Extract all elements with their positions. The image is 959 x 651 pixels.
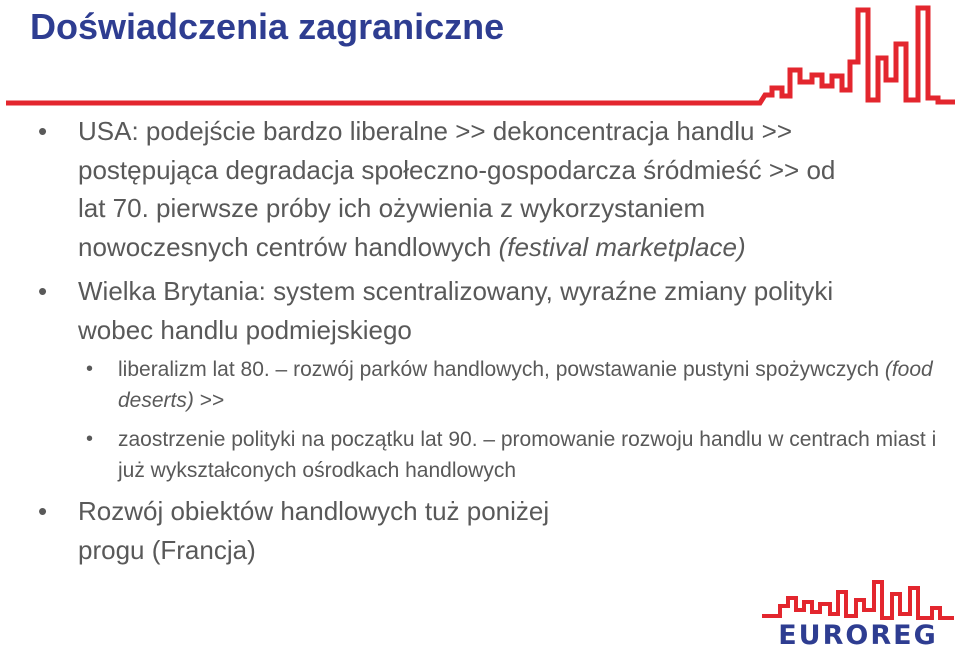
bullet-dot: • — [38, 276, 48, 306]
sub-bullet-liberalism-italic: (food deserts) — [118, 358, 933, 412]
bullet-dot: • — [38, 496, 48, 526]
bullet-france — [0, 492, 560, 569]
sub-bullet-dot: • — [86, 358, 94, 380]
bullet-uk-text: Wielka Brytania: system scentralizowany, wyraźne zmiany polityki wobec handlu podmiejskiego — [78, 276, 834, 345]
euroreg-logo-text: EUROREG — [778, 620, 938, 651]
bullet-usa-text: USA: podejście bardzo liberalne >> dekoncentracja handlu >> postępująca degradacja społeczno-gospodarcza śródmieść >> od lat 70. pierwsze próby ich ożywienia z wykorzystaniem nowoczesnych centrów handlowych — [78, 116, 836, 262]
bullet-uk — [0, 272, 860, 349]
bullet-usa-italic: (festival marketplace) — [498, 231, 746, 262]
sub-bullet-tightening-text: zaostrzenie polityki na początku lat 90. – promowanie rozwoju handlu w centrach miast i już wykształconych ośrodkach handlowych — [118, 428, 937, 482]
sub-bullet-tightening — [0, 424, 940, 486]
sub-bullet-liberalism-tail: >> — [193, 389, 225, 412]
bullet-usa — [0, 112, 860, 266]
sub-bullet-liberalism — [0, 354, 940, 416]
bullet-dot: • — [38, 116, 48, 146]
slide-title: Doświadczenia zagraniczne — [30, 6, 505, 47]
sub-bullet-dot: • — [86, 428, 94, 450]
sub-bullet-liberalism-text: liberalizm lat 80. – rozwój parków handlowych, powstawanie pustyni spożywczych — [118, 358, 885, 381]
slide-content — [0, 112, 959, 569]
bullet-france-text: Rozwój obiektów handlowych tuż poniżej progu (Francja) — [78, 496, 550, 565]
